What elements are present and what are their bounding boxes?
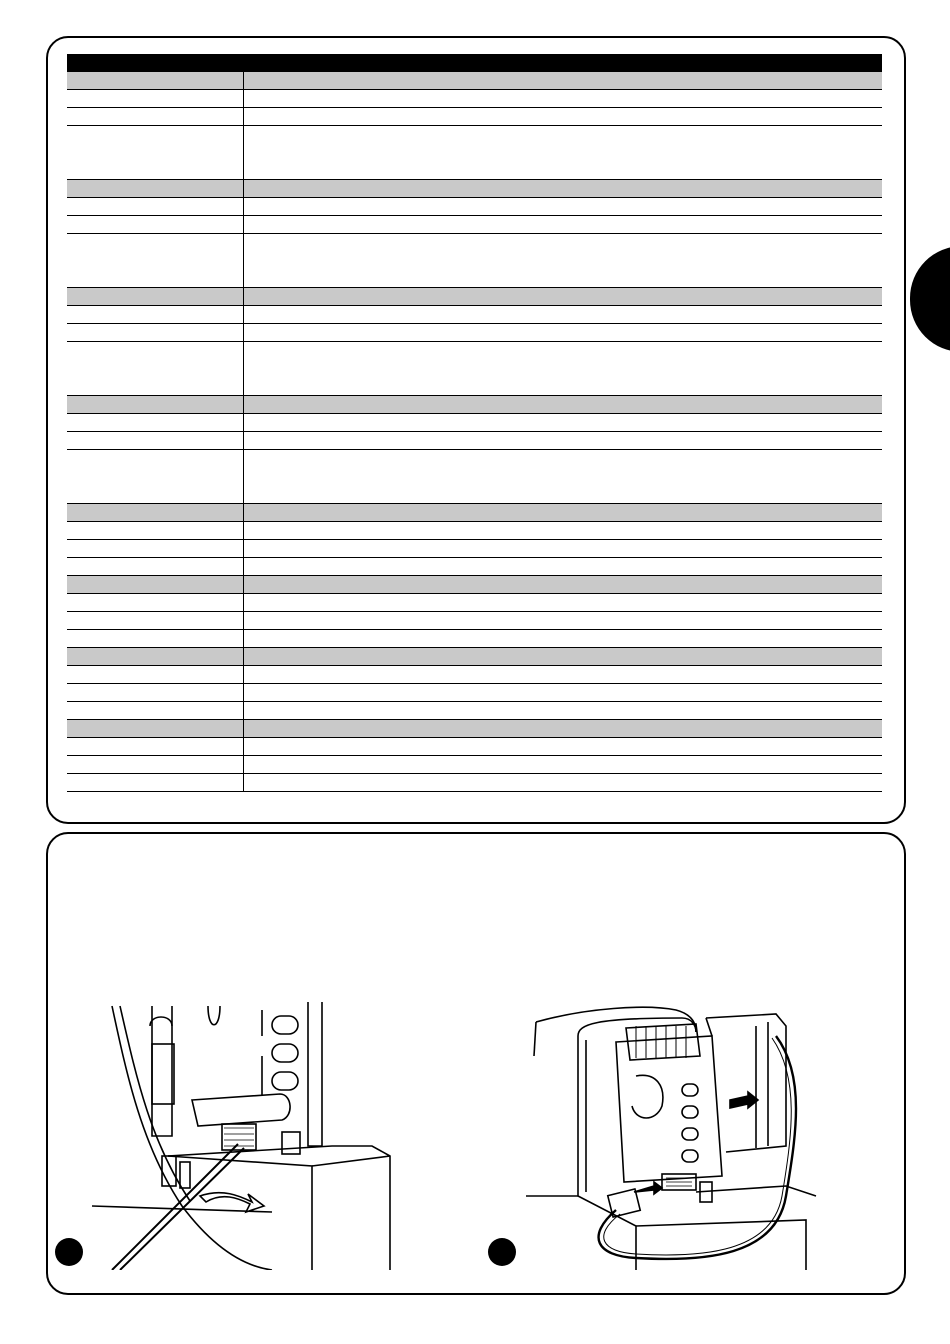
spec-section-header xyxy=(67,648,882,666)
spec-row xyxy=(67,558,882,576)
spec-section-header xyxy=(67,288,882,306)
spec-row-label xyxy=(67,738,244,755)
spec-row-value xyxy=(244,612,882,629)
control-unit-connector-illustration xyxy=(486,996,856,1270)
spec-row xyxy=(67,702,882,720)
spec-row-value xyxy=(244,108,882,125)
spec-row-value xyxy=(244,216,882,233)
spec-section-value xyxy=(244,720,882,737)
spec-section-label xyxy=(67,396,244,413)
spec-section-label xyxy=(67,648,244,665)
spec-section-value xyxy=(244,396,882,413)
spec-row xyxy=(67,126,882,180)
spec-section-header xyxy=(67,72,882,90)
spec-row-value xyxy=(244,324,882,341)
spec-section-value xyxy=(244,72,882,89)
spec-row xyxy=(67,414,882,432)
spec-row xyxy=(67,522,882,540)
spec-row-label xyxy=(67,414,244,431)
figure-2-badge xyxy=(488,1238,516,1266)
spec-row-value xyxy=(244,756,882,773)
spec-row xyxy=(67,684,882,702)
spec-row xyxy=(67,774,882,792)
spec-row xyxy=(67,450,882,504)
spec-row xyxy=(67,540,882,558)
spec-row-label xyxy=(67,522,244,539)
spec-row xyxy=(67,738,882,756)
spec-row xyxy=(67,666,882,684)
spec-row xyxy=(67,432,882,450)
spec-row-label xyxy=(67,126,244,179)
spec-row-value xyxy=(244,594,882,611)
spec-row-value xyxy=(244,540,882,557)
spec-row-value xyxy=(244,630,882,647)
spec-row xyxy=(67,612,882,630)
spec-row-label xyxy=(67,342,244,395)
spec-section-label xyxy=(67,720,244,737)
spec-row-label xyxy=(67,702,244,719)
spec-row-label xyxy=(67,108,244,125)
spec-row xyxy=(67,216,882,234)
spec-row-label xyxy=(67,198,244,215)
spec-row xyxy=(67,90,882,108)
spec-row-label xyxy=(67,324,244,341)
spec-row-label xyxy=(67,450,244,503)
spec-section-header xyxy=(67,576,882,594)
spec-row-label xyxy=(67,234,244,287)
spec-row-label xyxy=(67,630,244,647)
spec-row-value xyxy=(244,666,882,683)
spec-row-label xyxy=(67,540,244,557)
spec-row xyxy=(67,756,882,774)
spec-row-value xyxy=(244,522,882,539)
spec-row xyxy=(67,198,882,216)
spec-section-value xyxy=(244,180,882,197)
spec-row xyxy=(67,630,882,648)
spec-row-value xyxy=(244,126,882,179)
spec-row-value xyxy=(244,702,882,719)
spec-row-label xyxy=(67,306,244,323)
spec-section-value xyxy=(244,648,882,665)
spec-row-value xyxy=(244,432,882,449)
figure-1-badge xyxy=(55,1238,83,1266)
spec-row-value xyxy=(244,738,882,755)
spec-row-label xyxy=(67,756,244,773)
spec-section-label xyxy=(67,180,244,197)
spec-row-label xyxy=(67,216,244,233)
spec-section-header xyxy=(67,720,882,738)
spec-row-value xyxy=(244,774,882,791)
spec-row-value xyxy=(244,342,882,395)
spec-row xyxy=(67,342,882,396)
spec-section-header xyxy=(67,504,882,522)
spec-row-value xyxy=(244,90,882,107)
spec-section-header xyxy=(67,180,882,198)
spec-section-value xyxy=(244,576,882,593)
spec-row-value xyxy=(244,306,882,323)
spec-row-value xyxy=(244,684,882,701)
spec-row-label xyxy=(67,594,244,611)
spec-section-label xyxy=(67,576,244,593)
spec-section-label xyxy=(67,72,244,89)
spec-row-label xyxy=(67,774,244,791)
spec-row-value xyxy=(244,198,882,215)
spec-row-value xyxy=(244,450,882,503)
spec-section-header xyxy=(67,396,882,414)
spec-row xyxy=(67,306,882,324)
spec-row xyxy=(67,234,882,288)
spec-row xyxy=(67,108,882,126)
spec-table-header xyxy=(67,54,882,72)
spec-row-value xyxy=(244,234,882,287)
figure-screwdriver-release xyxy=(72,996,432,1270)
spec-row-label xyxy=(67,612,244,629)
spec-row xyxy=(67,324,882,342)
page-side-tab xyxy=(910,246,950,352)
spec-row-label xyxy=(67,666,244,683)
spec-row-label xyxy=(67,558,244,575)
spec-section-value xyxy=(244,504,882,521)
spec-row-value xyxy=(244,558,882,575)
spec-row-label xyxy=(67,90,244,107)
screwdriver-removal-illustration xyxy=(72,996,432,1270)
spec-row-value xyxy=(244,414,882,431)
spec-table xyxy=(67,54,882,792)
spec-section-label xyxy=(67,288,244,305)
figure-connector-cable xyxy=(486,996,856,1270)
spec-row xyxy=(67,594,882,612)
spec-row-label xyxy=(67,432,244,449)
spec-section-value xyxy=(244,288,882,305)
spec-row-label xyxy=(67,684,244,701)
spec-section-label xyxy=(67,504,244,521)
